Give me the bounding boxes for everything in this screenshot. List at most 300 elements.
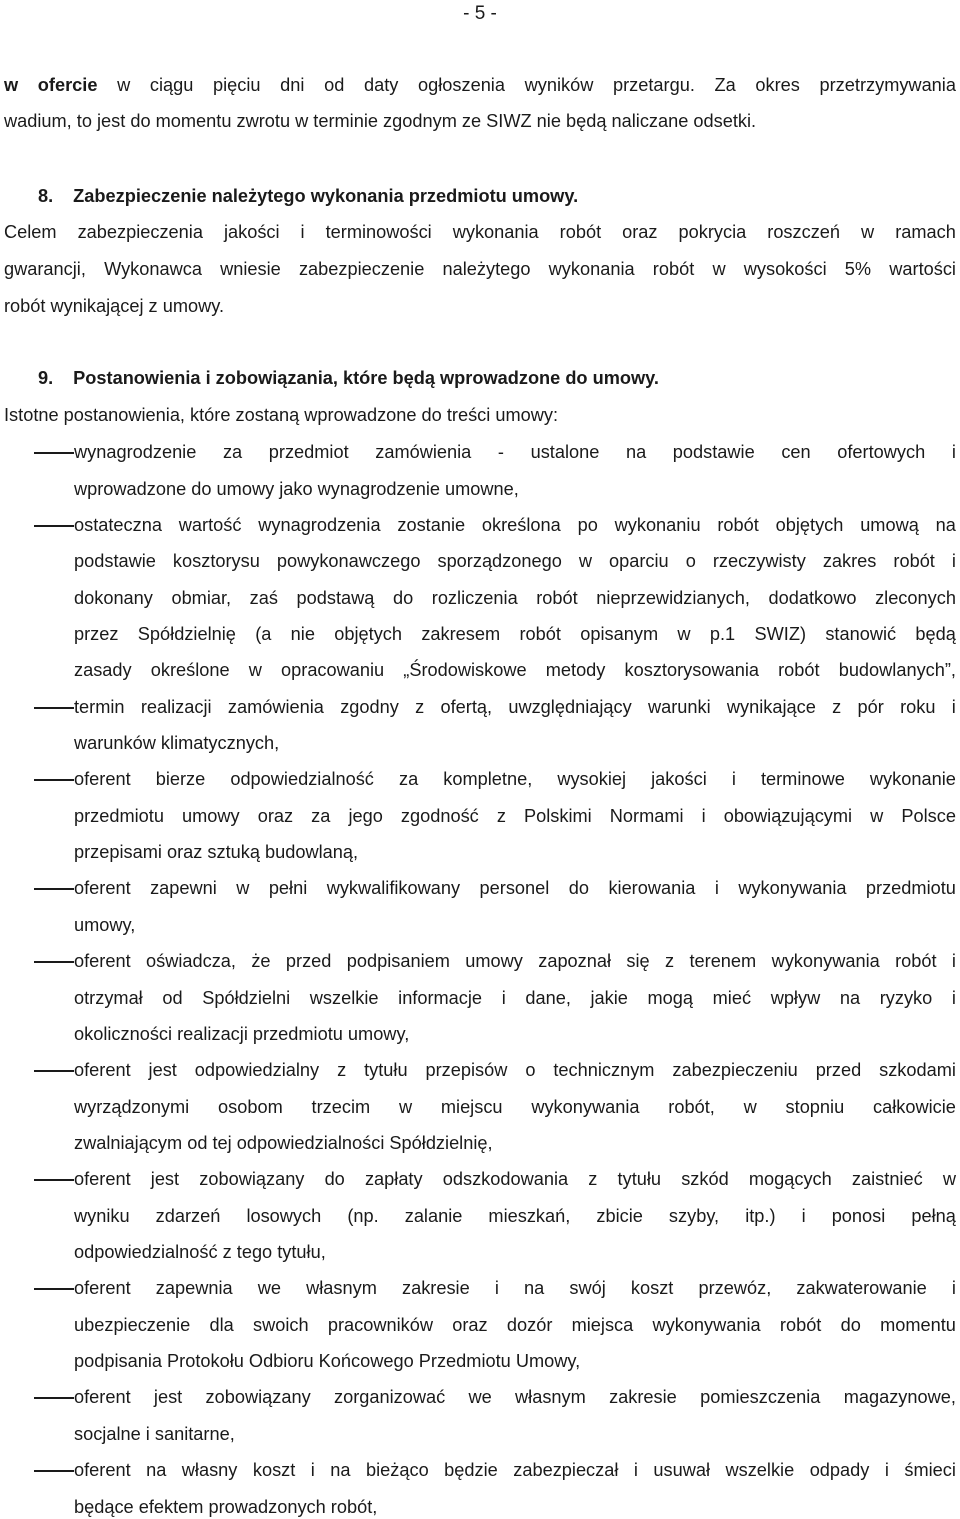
word: robót (893, 551, 935, 571)
word: i (951, 988, 956, 1008)
word: i (951, 1278, 956, 1298)
word: i (731, 769, 736, 789)
word: całkowicie (873, 1097, 956, 1117)
text-line-b2l5 (74, 658, 956, 682)
word: uwzględniający (508, 697, 632, 717)
word: gwarancji, (4, 259, 86, 279)
text-line-b8l2 (74, 1204, 956, 1228)
text-line-b5l1 (74, 876, 956, 900)
word: zaistnieć (851, 1169, 923, 1189)
word: (np. (347, 1206, 379, 1226)
text-run: wprowadzone do umowy jako wynagrodzenie umowne, (74, 479, 519, 499)
text-line-p1l2 (4, 109, 756, 133)
text-line-b2l3 (74, 586, 956, 610)
text-line-b7l3 (74, 1131, 493, 1155)
word: o (685, 551, 696, 571)
word: ramach (895, 222, 956, 242)
text-line-b6l3 (74, 1022, 409, 1046)
list-bullet-dash (34, 1470, 74, 1472)
word: jakości (223, 222, 280, 242)
word: jakości (651, 769, 707, 789)
list-bullet-dash (34, 1070, 74, 1072)
word: do (568, 878, 589, 898)
word: Polsce (901, 806, 956, 826)
word: itp.) (745, 1206, 776, 1226)
word: warunki (647, 697, 711, 717)
word: odpowiedzialność (230, 769, 374, 789)
word: zakresie (401, 1278, 470, 1298)
list-bullet-dash (34, 961, 74, 963)
word: otrzymał (74, 988, 143, 1008)
word: wykonania (452, 222, 539, 242)
word: ustalone (530, 442, 600, 462)
word: przetargu. (612, 75, 695, 95)
text-line-h9 (38, 366, 659, 390)
word: obmiar, (171, 588, 232, 608)
word: robót (536, 588, 578, 608)
word: losowych (246, 1206, 322, 1226)
word: i (501, 988, 506, 1008)
word: ofertą, (440, 697, 493, 717)
word: robót (779, 1315, 822, 1335)
word: wniesie (220, 259, 281, 279)
word: wynagrodzenia (258, 515, 381, 535)
word: i (300, 222, 305, 242)
word: za (311, 806, 331, 826)
word: zgodny (340, 697, 399, 717)
word: za (222, 442, 243, 462)
text-line-p2l2 (4, 257, 956, 281)
text-line-b4l2 (74, 804, 956, 828)
word: jest (150, 1169, 180, 1189)
word: jest (148, 1060, 177, 1080)
text-line-b10l2 (74, 1422, 235, 1446)
word: wykonywania (738, 878, 847, 898)
word: miejscu (440, 1097, 503, 1117)
list-bullet-dash (34, 1288, 74, 1290)
text-line-p2l1 (4, 220, 956, 244)
word: ciągu (149, 75, 194, 95)
word: ryzyko (879, 988, 933, 1008)
word: zakresie (609, 1387, 677, 1407)
text-line-b7l1 (74, 1058, 956, 1082)
word: mogących (748, 1169, 832, 1189)
word: w (942, 1169, 956, 1189)
word: własnym (515, 1387, 586, 1407)
word: należytego (442, 259, 531, 279)
word: zaś (249, 588, 278, 608)
text-line-b7l2 (74, 1095, 956, 1119)
word: podstawie (74, 551, 156, 571)
word: zapoznał (538, 951, 612, 971)
word: i (801, 1206, 806, 1226)
text-line-b8l3 (74, 1240, 326, 1264)
word: i (951, 442, 956, 462)
word: zbicie (596, 1206, 643, 1226)
word: koszt (252, 1460, 296, 1480)
word: roku (900, 697, 936, 717)
word: przed (815, 1060, 862, 1080)
word: ubezpieczenie (74, 1315, 191, 1335)
word: na (146, 1460, 167, 1480)
text-run: robót wynikającej z umowy. (4, 296, 225, 316)
word: wykonywania (531, 1097, 640, 1117)
text-line-b5l2 (74, 913, 135, 937)
word: wszelkie (309, 988, 379, 1008)
word: od (324, 75, 345, 95)
section-number: 9. (38, 368, 54, 388)
word: w (4, 75, 19, 95)
word: zostanie (397, 515, 466, 535)
word: wszelkie (725, 1460, 795, 1480)
section-title: Postanowienia i zobowiązania, które będą wprowadzone do umowy. (73, 368, 659, 388)
word: wyników (524, 75, 594, 95)
word: na (524, 1278, 545, 1298)
word: „Środowiskowe (403, 660, 527, 680)
word: i (494, 1278, 499, 1298)
word: oraz (257, 806, 294, 826)
word: z (415, 697, 425, 717)
text-run: socjalne i sanitarne, (74, 1424, 235, 1444)
word: w (870, 806, 884, 826)
word: w (578, 551, 592, 571)
word: wpływ (770, 988, 821, 1008)
word: i (714, 878, 719, 898)
word: wyniku (74, 1206, 130, 1226)
word: ofertowych (837, 442, 926, 462)
word: technicznym (553, 1060, 655, 1080)
word: daty (363, 75, 399, 95)
word: wykonywania (652, 1315, 761, 1335)
word: zamówienia (375, 442, 472, 462)
text-line-p3l1 (4, 403, 558, 427)
word: nie (290, 624, 315, 644)
word: koszt (630, 1278, 674, 1298)
word: określone (150, 660, 230, 680)
word: przedmiotu (74, 806, 164, 826)
word: ogłoszenia (418, 75, 505, 95)
word: zakres (822, 551, 877, 571)
text-line-h8 (38, 184, 578, 208)
word: w (861, 222, 875, 242)
word: oferent (74, 878, 131, 898)
word: i (951, 551, 956, 571)
word: dla (209, 1315, 234, 1335)
word: budowlanych”, (838, 660, 956, 680)
word: z (337, 1060, 347, 1080)
word: robót, (668, 1097, 715, 1117)
word: zabezpieczenie (298, 259, 425, 279)
word: pełną (911, 1206, 956, 1226)
word: w (117, 75, 131, 95)
word: zapewni (150, 878, 217, 898)
text-line-b2l4 (74, 622, 956, 646)
word: momentu (880, 1315, 956, 1335)
word: od (162, 988, 183, 1008)
text-run: będące efektem prowadzonych robót, (74, 1497, 378, 1517)
word: kompletne, (443, 769, 533, 789)
word: i (633, 1460, 638, 1480)
word: wykonanie (869, 769, 956, 789)
word: własny (181, 1460, 238, 1480)
word: (a (255, 624, 272, 644)
word: pracowników (327, 1315, 434, 1335)
word: trzecim (311, 1097, 371, 1117)
text-run: zwalniającym od tej odpowiedzialności Spółdzielnię, (74, 1133, 493, 1153)
word: bierze (155, 769, 206, 789)
word: do (840, 1315, 861, 1335)
word: robót (895, 951, 937, 971)
list-bullet-dash (34, 1397, 74, 1399)
word: umową (860, 515, 919, 535)
word: Za (714, 75, 736, 95)
word: jest (153, 1387, 183, 1407)
word: i (951, 697, 956, 717)
word: z (832, 697, 842, 717)
word: ostateczna (74, 515, 162, 535)
word: stanowić (825, 624, 897, 644)
word: przez (74, 624, 119, 644)
word: sporządzonego (437, 551, 562, 571)
word: zabezpieczał (513, 1460, 619, 1480)
text-run: okoliczności realizacji przedmiotu umowy, (74, 1024, 410, 1044)
word: mogą (647, 988, 694, 1008)
word: po (577, 515, 598, 535)
word: dokonany (74, 588, 153, 608)
word: że (251, 951, 271, 971)
word: pokrycia (678, 222, 747, 242)
word: się (626, 951, 650, 971)
word: dodatkowo (768, 588, 857, 608)
word: oferent (74, 769, 131, 789)
word: oferent (74, 1387, 131, 1407)
text-line-b4l3 (74, 840, 358, 864)
text-line-b10l1 (74, 1385, 956, 1409)
word: w (677, 624, 691, 644)
word: mieć (712, 988, 752, 1008)
text-run: przepisami oraz sztuką budowlaną, (74, 842, 359, 862)
word: pór (857, 697, 884, 717)
word: 5% (844, 259, 872, 279)
text-line-b1l2 (74, 477, 519, 501)
word: oparciu (609, 551, 669, 571)
word: szyby, (668, 1206, 720, 1226)
word: odpady (809, 1460, 870, 1480)
text-line-b1l1 (74, 440, 956, 464)
word: jego (348, 806, 383, 826)
word: zakresem (421, 624, 501, 644)
section-title: Zabezpieczenie należytego wykonania przedmiotu umowy. (73, 186, 579, 206)
word: wynikające (726, 697, 816, 717)
word: umowy (465, 951, 523, 971)
list-bullet-dash (34, 1179, 74, 1181)
word: SWIZ) (754, 624, 807, 644)
text-run: podpisania Protokołu Odbioru Końcowego Przedmiotu Umowy, (74, 1351, 581, 1371)
word: oferent (74, 1278, 131, 1298)
word: podstawą (296, 588, 375, 608)
word: w (743, 1097, 757, 1117)
text-run: umowy, (74, 915, 136, 935)
word: we (468, 1387, 492, 1407)
word: stopniu (785, 1097, 845, 1117)
word: pięciu (213, 75, 261, 95)
word: i (701, 806, 706, 826)
word: pełni (268, 878, 308, 898)
text-run: Istotne postanowienia, które zostaną wprowadzone do treści umowy: (4, 405, 559, 425)
word: swoich (253, 1315, 309, 1335)
list-bullet-dash (34, 525, 74, 527)
text-line-p2l3 (4, 294, 224, 318)
word: i (310, 1460, 315, 1480)
word: przepisów (425, 1060, 508, 1080)
word: wyrządzonymi (74, 1097, 190, 1117)
word: wykonaniu (614, 515, 701, 535)
word: będą (915, 624, 956, 644)
word: okres (755, 75, 800, 95)
word: oraz (452, 1315, 488, 1335)
word: odpowiedzialny (194, 1060, 320, 1080)
word: zgodność (400, 806, 479, 826)
text-run: warunków klimatycznych, (74, 733, 280, 753)
word: określona (481, 515, 561, 535)
word: tytułu (364, 1060, 408, 1080)
word: Normami (609, 806, 684, 826)
word: osobom (218, 1097, 283, 1117)
word: robót (652, 259, 695, 279)
word: Wykonawca (104, 259, 202, 279)
list-bullet-dash (34, 707, 74, 709)
word: terminowości (325, 222, 432, 242)
word: z (588, 1169, 598, 1189)
word: Celem (4, 222, 57, 242)
word: - (497, 442, 504, 462)
word: robót (717, 515, 759, 535)
word: kosztorysowania (624, 660, 759, 680)
text-line-b2l1 (74, 513, 956, 537)
word: Spółdzielni (202, 988, 291, 1008)
text-run: odpowiedzialność z tego tytułu, (74, 1242, 326, 1262)
word: Spółdzielnię (137, 624, 236, 644)
word: zapewnia (155, 1278, 233, 1298)
word: obowiązującymi (723, 806, 853, 826)
word: zobowiązany (205, 1387, 311, 1407)
word: realizacji (140, 697, 212, 717)
word: usuwał (653, 1460, 711, 1480)
word: opracowaniu (281, 660, 385, 680)
word: z (665, 951, 675, 971)
word: ofercie (37, 75, 98, 95)
word: w (236, 878, 250, 898)
word: zdarzeń (155, 1206, 221, 1226)
word: ponosi (831, 1206, 886, 1226)
word: podpisaniem (346, 951, 450, 971)
text-line-b9l2 (74, 1313, 956, 1337)
page-number: - 5 - (463, 3, 497, 24)
section-number: 8. (38, 186, 54, 206)
word: do (392, 588, 414, 608)
word: zakwaterowanie (796, 1278, 927, 1298)
word: miejsca (571, 1315, 634, 1335)
word: termin (74, 697, 125, 717)
word: oferent (74, 1169, 131, 1189)
word: p.1 (709, 624, 736, 644)
word: robót (778, 660, 820, 680)
word: bieżąco (366, 1460, 429, 1480)
text-line-b9l1 (74, 1276, 956, 1300)
word: tytułu (617, 1169, 662, 1189)
word: swój (569, 1278, 606, 1298)
word: i (884, 1460, 889, 1480)
word: zorganizować (333, 1387, 446, 1407)
word: oferent (74, 1460, 131, 1480)
word: przedmiotu (865, 878, 956, 898)
word: objętych (334, 624, 403, 644)
word: zobowiązany (199, 1169, 305, 1189)
word: magazynowe, (843, 1387, 956, 1407)
text-line-b3l2 (74, 731, 279, 755)
word: pomieszczenia (700, 1387, 821, 1407)
word: informacje (398, 988, 483, 1008)
word: objętych (775, 515, 844, 535)
word: wykonania (548, 259, 635, 279)
word: terminowe (760, 769, 845, 789)
word: zabezpieczenia (77, 222, 203, 242)
word: kosztorysu (172, 551, 260, 571)
word: z (496, 806, 506, 826)
text-line-b9l3 (74, 1349, 580, 1373)
word: umowy (182, 806, 240, 826)
word: za (398, 769, 419, 789)
word: we (257, 1278, 281, 1298)
word: przed (285, 951, 332, 971)
word: jakie (590, 988, 628, 1008)
word: zamówienia (227, 697, 324, 717)
text-line-b6l1 (74, 949, 956, 973)
list-bullet-dash (34, 452, 74, 454)
word: mieszkań, (488, 1206, 571, 1226)
list-bullet-dash (34, 888, 74, 890)
word: na (935, 515, 956, 535)
word: zalanie (404, 1206, 463, 1226)
word: opisanym (580, 624, 659, 644)
word: dni (280, 75, 305, 95)
list-bullet-dash (34, 779, 74, 781)
text-line-b11l2 (74, 1495, 377, 1519)
word: i (951, 951, 956, 971)
word: zabezpieczeniu (672, 1060, 798, 1080)
word: kierowania (608, 878, 696, 898)
word: oraz (622, 222, 658, 242)
text-run: wadium, to jest do momentu zwrotu w terminie zgodnym ze SIWZ nie będą naliczane odsetki. (4, 111, 757, 131)
word: przetrzymywania (819, 75, 956, 95)
word: metody (545, 660, 606, 680)
text-line-b4l1 (74, 767, 956, 791)
word: przedmiot (268, 442, 349, 462)
word: wykwalifikowany (326, 878, 461, 898)
text-line-b2l2 (74, 549, 956, 573)
word: w (248, 660, 262, 680)
word: oświadcza, (145, 951, 236, 971)
text-line-b11l1 (74, 1458, 956, 1482)
word: wysokości (743, 259, 827, 279)
word: w (712, 259, 726, 279)
word: robót (559, 222, 602, 242)
word: rzeczywisty (712, 551, 806, 571)
word: na (839, 988, 861, 1008)
word: szkód (681, 1169, 729, 1189)
word: wynagrodzenie (74, 442, 197, 462)
word: będzie (444, 1460, 498, 1480)
